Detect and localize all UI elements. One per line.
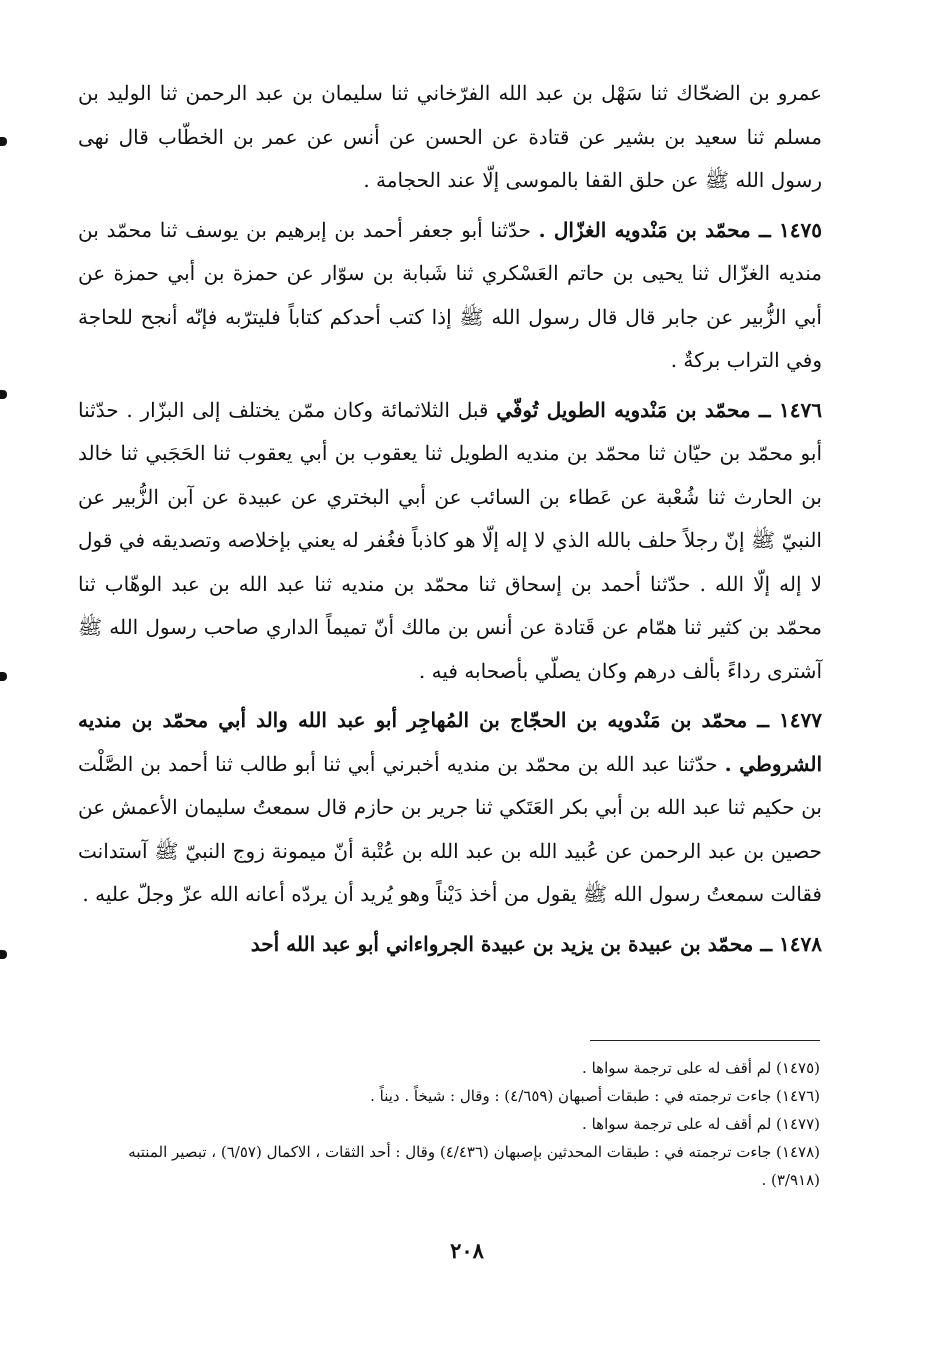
entry-1477 — [78, 699, 822, 917]
footnote-divider — [590, 1040, 820, 1041]
footnote-1477: (١٤٧٧) لم أقف له على ترجمة سواها . — [582, 1115, 820, 1133]
main-text — [78, 72, 822, 966]
entry-continuation — [78, 72, 822, 203]
entry-1475 — [78, 209, 822, 383]
entry-head: ١٤٧٦ ــ محمّد بن مَنْدويه الطويل تُوفّي — [496, 397, 822, 422]
margin-mark — [0, 672, 7, 681]
footnote-1478: (١٤٧٨) جاءت ترجمته في : طبقات المحدثين بإصبهان (٤/٤٣٦) وقال : أحد الثقات ، الاكمال (٦/٥٧) ، تبصير المنتبه (٣/٩١٨) . — [128, 1143, 820, 1189]
entry-head: ١٤٧٨ ــ محمّد بن عبيدة بن يزيد بن عبيدة الجرواءاني أبو عبد الله أحد — [250, 931, 822, 956]
page-number: ٢٠٨ — [450, 1238, 484, 1263]
margin-mark — [0, 137, 7, 146]
entry-body: حدّثنا أبو جعفر أحمد بن إبرهيم بن يوسف ثنا محمّد بن منديه الغزّال ثنا يحيى بن حاتم العَسْكري ثنا شَبابة بن سوّار عن حمزة بن أبي حمزة عن أبي الزُّبير عن جابر قال قال رسول الله ﷺ إذا كتب أحدكم كتاباً فليترّبه فإنّه أنجح للحاجة وفي التراب بركةٌ . — [78, 217, 822, 372]
footnote-1476: (١٤٧٦) جاءت ترجمته في : طبقات أصبهان (٤/٦٥٩) : وقال : شيخاً . ديناً . — [370, 1087, 820, 1105]
entry-1476 — [78, 389, 822, 694]
entry-head: ١٤٧٧ ــ محمّد بن مَنْدويه بن الحجّاج بن المُهاجِر أبو عبد الله والد أبي محمّد بن منديه الشروطي . — [78, 708, 823, 776]
entry-1478 — [78, 923, 822, 967]
footnotes — [78, 1054, 820, 1194]
entry-body: حدّثنا عبد الله بن محمّد بن منديه أخبرني أبي ثنا أبو طالب ثنا أحمد بن الصَّلْت بن حكيم ثنا عبد الله بن أبي بكر العَتَكي ثنا جرير بن حازم قال سمعتُ سليمان الأعمش عن حصين بن عبد الرحمن عن عُبيد الله بن عبد الله بن عُتْبة أنّ ميمونة زوج النبيّ ﷺ آستدانت فقالت سمعتُ رسول الله ﷺ يقول من أخذ دَيْناً وهو يُريد أن يردّه أعانه الله عزّ وجلّ عليه . — [78, 751, 822, 906]
margin-mark — [0, 950, 7, 959]
entry-head: ١٤٧٥ ــ محمّد بن مَنْدويه الغزّال . — [538, 217, 823, 242]
entry-body: قبل الثلاثمائة وكان ممّن يختلف إلى البزّار . حدّثنا أبو محمّد بن حيّان ثنا محمّد بن منديه الطويل ثنا يعقوب بن أبي يعقوب ثنا الحَجَبي ثنا خالد بن الحارث ثنا شُعْبة عن عَطاء بن السائب عن أبي البختري عن عبيدة عن آبن الزُّبير عن النبيّ ﷺ إنّ رجلاً حلف بالله الذي لا إله إلّا هو كاذباً فغُفر له يعني بإخلاصه وتصديقه في قول لا إله إلّا الله . حدّثنا أحمد بن إسحاق ثنا محمّد بن منديه ثنا عبد الله بن عبد الوهّاب ثنا محمّد بن كثير ثنا همّام عن قَتادة عن أنس بن مالك أنّ تميماً الداري صاحب رسول الله ﷺ آشترى رداءً بألف درهم وكان يصلّي بأصحابه فيه . — [78, 397, 822, 683]
entry-body: عمرو بن الضحّاك ثنا سَهْل بن عبد الله الفرّخاني ثنا سليمان بن عبد الرحمن ثنا الوليد بن مسلم ثنا سعيد بن بشير عن قتادة عن الحسن عن أنس عن عمر بن الخطّاب قال نهى رسول الله ﷺ عن حلق القفا بالموسى إلّا عند الحجامة . — [78, 81, 822, 192]
margin-mark — [0, 390, 7, 399]
footnote-1475: (١٤٧٥) لم أقف له على ترجمة سواها . — [582, 1059, 820, 1077]
